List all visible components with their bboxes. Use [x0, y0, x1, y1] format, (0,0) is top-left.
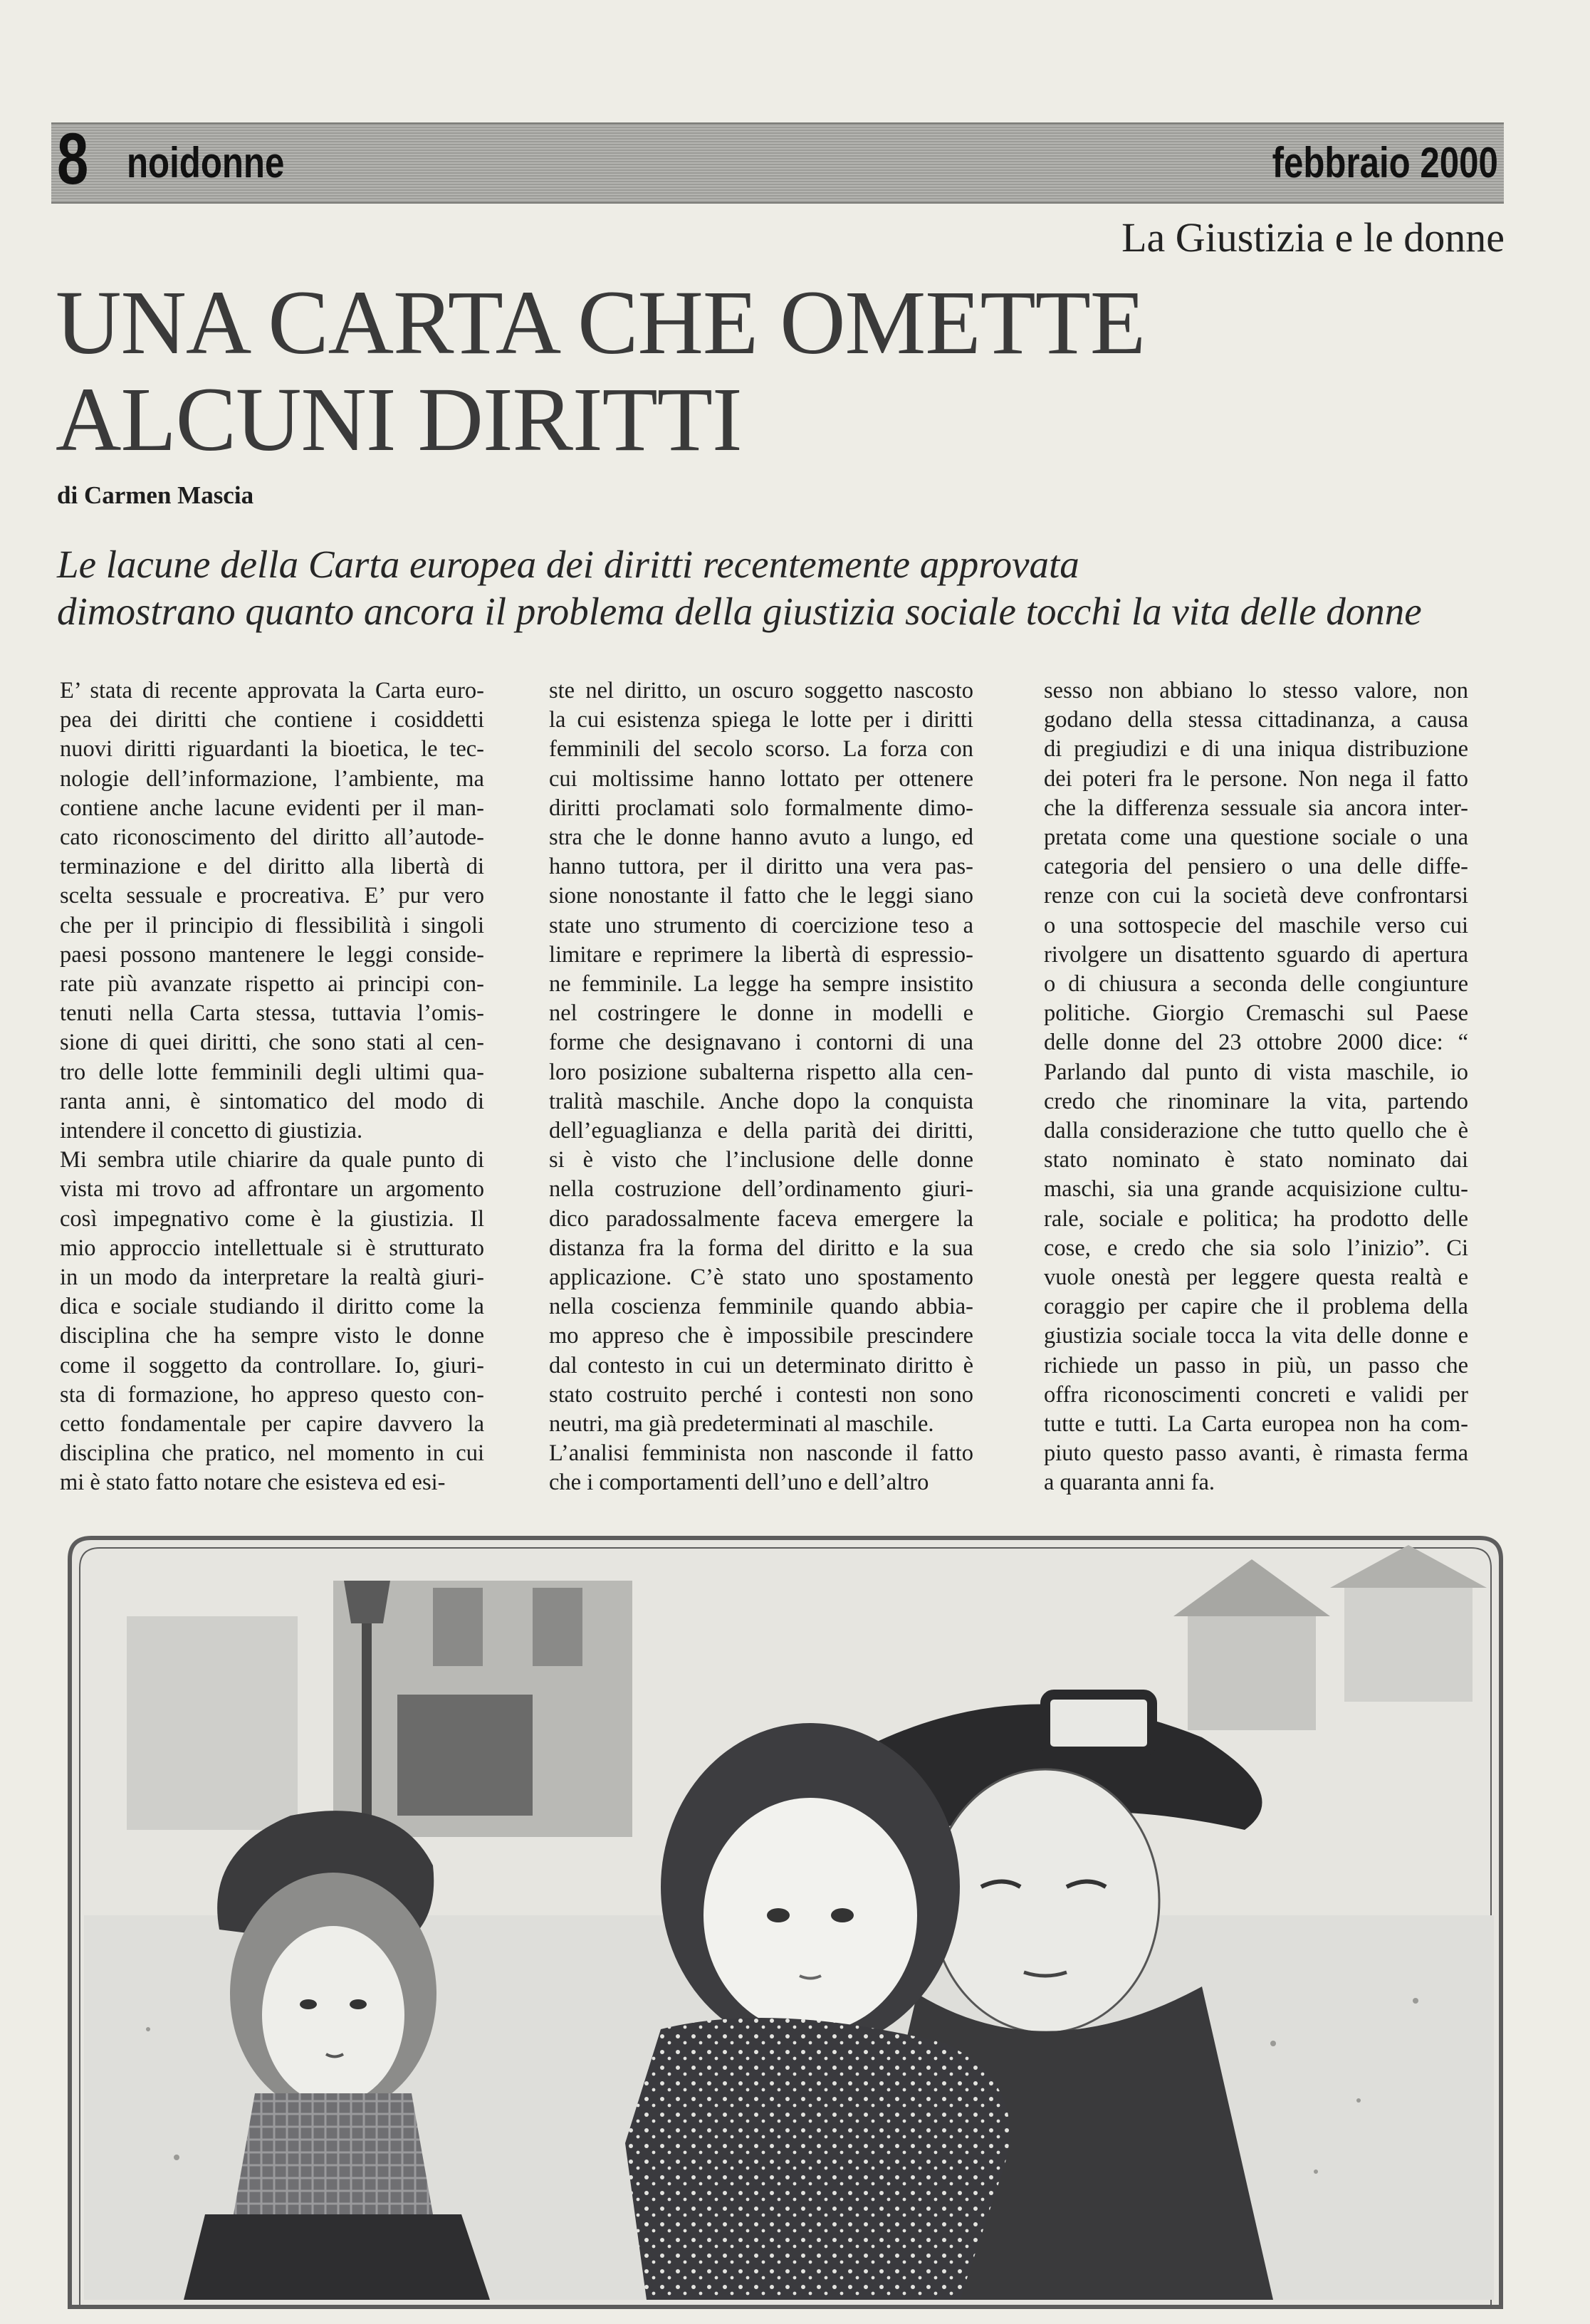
body-column-2	[549, 676, 973, 1498]
body-line: ne femminile. La legge ha sempre insistito	[549, 971, 973, 998]
page-number: 8	[57, 118, 89, 199]
body-line: disciplina che ha sempre visto le donne	[60, 1323, 484, 1349]
illustration	[63, 1531, 1508, 2314]
body-line: dei poteri fra le persone. Non nega il fatto	[1044, 765, 1468, 792]
body-line: loro posizione subalterna rispetto alla cen-	[549, 1059, 973, 1085]
byline: di Carmen Mascia	[57, 481, 254, 509]
body-line: in un modo da interpretare la realtà giuri-	[60, 1265, 484, 1291]
body-line: state uno strumento di coercizione teso a	[549, 912, 973, 938]
winter-scene-illustration	[63, 1531, 1508, 2314]
body-line: mio approccio intellettuale si è strutturato	[60, 1235, 484, 1261]
body-line: sione di quei diritti, che sono stati al cen-	[60, 1030, 484, 1056]
body-line: applicazione. C’è stato uno spostamento	[549, 1265, 973, 1291]
body-line: che la differenza sessuale sia ancora inter-	[1044, 795, 1468, 821]
body-line: che per il principio di flessibilità i singoli	[60, 912, 484, 938]
body-line: L’analisi femminista non nasconde il fatto	[549, 1440, 973, 1467]
body-line: neutri, ma già predeterminati al maschile.	[549, 1411, 934, 1438]
body-line: femminili del secolo scorso. La forza con	[549, 736, 973, 763]
body-line: stato nominato è stato nominato dai	[1044, 1147, 1468, 1173]
body-column-3	[1044, 676, 1468, 1498]
body-line: pea dei diritti che contiene i cosiddetti	[60, 707, 484, 733]
body-line: nella costruzione dell’ordinamento giuri-	[549, 1176, 973, 1203]
body-line: giustizia sociale tocca la vita delle donne e	[1044, 1323, 1468, 1349]
body-line: coraggio per capire che il problema della	[1044, 1294, 1468, 1320]
deck	[57, 541, 1538, 635]
body-line: stato costruito perché i contesti non sono	[549, 1381, 973, 1408]
body-line: mo appreso che è impossibile prescindere	[549, 1323, 973, 1349]
body-line: a quaranta anni fa.	[1044, 1470, 1215, 1496]
body-line: delle donne del 23 ottobre 2000 dice: “	[1044, 1030, 1468, 1056]
body-column-1	[60, 676, 484, 1498]
deck-line: dimostrano quanto ancora il problema della giustizia sociale tocchi la vita delle donne	[57, 590, 1422, 633]
body-line: dico paradossalmente faceva emergere la	[549, 1205, 973, 1232]
body-line: sesso non abbiano lo stesso valore, non	[1044, 678, 1468, 703]
body-line: richiede un passo in più, un passo che	[1044, 1352, 1468, 1378]
body-line: tutte e tutti. La Carta europea non ha com-	[1044, 1411, 1468, 1438]
masthead	[51, 118, 1504, 204]
body-line: scelta sessuale e procreativa. E’ pur vero	[60, 883, 484, 909]
body-line: cui moltissime hanno lottato per ottenere	[549, 765, 973, 792]
body-line: pretata come una questione sociale o una	[1044, 825, 1468, 851]
body-line: sta di formazione, ho appreso questo con-	[60, 1381, 484, 1408]
body-line: Parlando dal punto di vista maschile, io	[1044, 1059, 1468, 1085]
body-line: tralità maschile. Anche dopo la conquista	[549, 1088, 973, 1114]
body-line: forme che designavano i contorni di una	[549, 1030, 973, 1056]
body-line: vuole onestà per leggere questa realtà e	[1044, 1265, 1468, 1291]
body-line: rale, sociale e politica; ha prodotto delle	[1044, 1205, 1468, 1232]
body-line: o di chiusura a seconda delle congiunture	[1044, 971, 1468, 998]
body-line: o una sottospecie del maschile verso cui	[1044, 912, 1468, 938]
body-line: nel costringere le donne in modelli e	[549, 1000, 973, 1027]
body-line: politiche. Giorgio Cremaschi sul Paese	[1044, 1000, 1468, 1027]
body-line: nella coscienza femminile quando abbia-	[549, 1294, 973, 1320]
body-line: limitare e reprimere la libertà di espressio-	[549, 941, 973, 968]
body-line: disciplina che pratico, nel momento in cui	[60, 1440, 484, 1467]
body-line: di pregiudizi e di una iniqua distribuzione	[1044, 736, 1468, 763]
deck-line: Le lacune della Carta europea dei diritti recentemente approvata	[57, 543, 1079, 586]
body-line: distanza fra la forma del diritto e la sua	[549, 1235, 973, 1261]
body-line: rate più avanzate rispetto ai principi con-	[60, 971, 484, 998]
body-line: contiene anche lacune evidenti per il man-	[60, 795, 484, 821]
body-line: tenuti nella Carta stessa, tuttavia l’omis-	[60, 1000, 484, 1027]
body-line: maschi, sia una grande acquisizione cultu-	[1044, 1176, 1468, 1203]
body-line: credo che rinominare la vita, partendo	[1044, 1088, 1468, 1114]
magazine-name: noidonne	[127, 139, 285, 187]
body-line: così impegnativo come è la giustizia. Il	[60, 1205, 484, 1232]
body-line: offra riconoscimenti concreti e validi per	[1044, 1381, 1468, 1408]
body-line: che i comportamenti dell’uno e dell’altro	[549, 1470, 929, 1496]
body-line: vista mi trovo ad affrontare un argomento	[60, 1176, 484, 1203]
body-line: E’ stata di recente approvata la Carta euro-	[60, 678, 484, 703]
body-line: intendere il concetto di giustizia.	[60, 1118, 363, 1144]
body-line: renze con cui la società deve confrontarsi	[1044, 883, 1468, 909]
body-line: diritti proclamati solo formalmente dimo-	[549, 795, 973, 821]
body-line: piuto questo passo avanti, è rimasta ferma	[1044, 1440, 1468, 1467]
body-line: ste nel diritto, un oscuro soggetto nascosto	[549, 678, 973, 703]
body-line: mi è stato fatto notare che esisteva ed esi-	[60, 1470, 446, 1496]
body-line: cose, e credo che sia solo l’inizio”. Ci	[1044, 1235, 1468, 1261]
body-line: dell’eguaglianza e della parità dei diritti,	[549, 1118, 973, 1144]
body-line: hanno tuttora, per il diritto una vera pas-	[549, 854, 973, 880]
body-line: godano della stessa cittadinanza, a causa	[1044, 707, 1468, 733]
body-line: tro delle lotte femminili degli ultimi qua-	[60, 1059, 484, 1085]
body-line: cetto fondamentale per capire davvero la	[60, 1411, 484, 1438]
body-line: la cui esistenza spiega le lotte per i diritti	[549, 707, 973, 733]
body-line: paesi possono mantenere le leggi conside-	[60, 941, 484, 968]
body-line: categoria del pensiero o una delle diffe-	[1044, 854, 1468, 880]
body-line: si è visto che l’inclusione delle donne	[549, 1147, 973, 1173]
headline	[56, 274, 1408, 468]
body-line: nologie dell’informazione, l’ambiente, ma	[60, 765, 484, 792]
section-label: La Giustizia e le donne	[1121, 214, 1505, 261]
body-line: rivolgere un disattento sguardo di apertura	[1044, 941, 1468, 968]
body-line: come il soggetto da controllare. Io, giuri-	[60, 1352, 484, 1378]
headline-line: ALCUNI DIRITTI	[56, 369, 742, 470]
body-line: dica e sociale studiando il diritto come la	[60, 1294, 484, 1320]
body-line: Mi sembra utile chiarire da quale punto di	[60, 1147, 484, 1173]
body-line: terminazione e del diritto alla libertà di	[60, 854, 484, 880]
body-line: nuovi diritti riguardanti la bioetica, le tec-	[60, 736, 484, 763]
body-line: ranta anni, è sintomatico del modo di	[60, 1088, 484, 1114]
body-line: dal contesto in cui un determinato diritto è	[549, 1352, 973, 1378]
body-line: cato riconoscimento del diritto all’autode-	[60, 825, 484, 851]
body-line: dalla considerazione che tutto quello che è	[1044, 1118, 1468, 1144]
body-line: stra che le donne hanno avuto a lungo, ed	[549, 825, 973, 851]
headline-line: UNA CARTA CHE OMETTE	[56, 272, 1146, 373]
body-line: sione nonostante il fatto che le leggi siano	[549, 883, 973, 909]
issue-date: febbraio 2000	[1272, 139, 1498, 187]
